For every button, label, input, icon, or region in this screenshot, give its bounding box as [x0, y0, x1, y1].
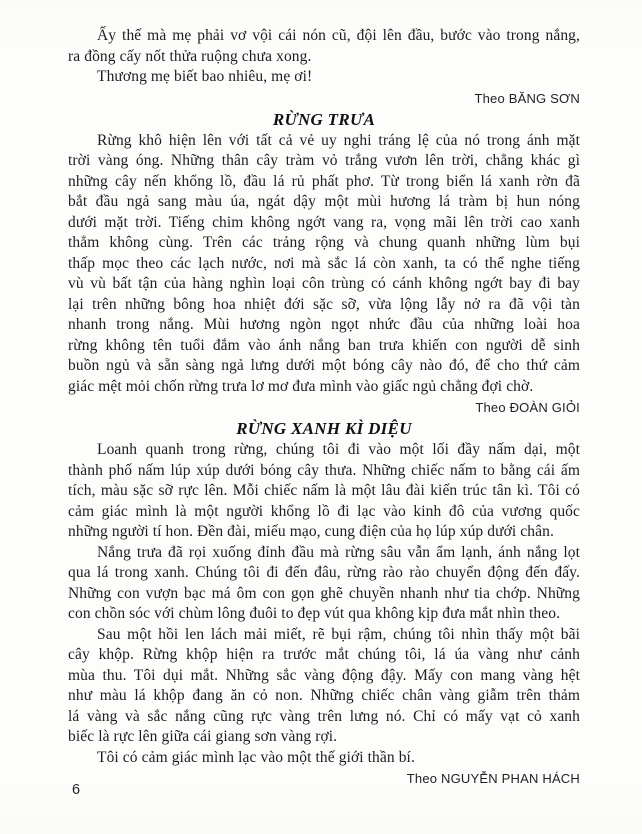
paragraph-line: Sau một hồi len lách mải miết, rẽ bụi rậm, chúng tôi nhìn thấy một bãi	[97, 625, 580, 643]
paragraph-line: Nắng trưa đã rọi xuống đỉnh đầu mà rừng sâu vẫn ẩm lạnh, ánh nắng lọt	[97, 543, 580, 561]
paragraph-line: tích, màu sặc sỡ rực lên. Mỗi chiếc nấm là một lâu đài kiến trúc tân kì. Tôi có	[68, 482, 580, 499]
text-blocks	[68, 26, 580, 789]
paragraph-line: nhanh trong nắng. Mùi hương ngòn ngọt nhức đầu của những loài hoa	[68, 316, 580, 333]
paragraph-line: Rừng khô hiện lên với tất cả vẻ uy nghi tráng lệ của nó trong ánh mặt	[97, 131, 580, 149]
paragraph-line: rừng không tên tuổi đắm vào ánh nắng ban trưa khiến con người dễ sinh	[68, 336, 580, 354]
paragraph-line: biếc là rực lên giữa cái giang sơn vàng rợi.	[68, 728, 338, 745]
paragraph-line: Tôi có cảm giác mình lạc vào một thế giới thần bí.	[97, 748, 415, 766]
author-credit: Theo NGUYỄN PHAN HÁCH	[406, 771, 580, 786]
paragraph-line: cảm giác mình là một người khổng lồ đi lạc vào kinh đô của vương quốc	[68, 502, 580, 520]
paragraph-line: cây khộp. Rừng khộp hiện ra trước mắt chúng tôi, lá úa vàng như cảnh	[68, 646, 580, 663]
paragraph-line: buồn ngủ và sẵn sàng ngả lưng dưới một bóng cây nào đó, để cho thứ cảm	[68, 357, 580, 374]
section-heading: RỪNG XANH KÌ DIỆU	[236, 419, 412, 438]
paragraph-line: Những con vượn bạc má ôm con gọn ghẽ chuyền nhanh như tia chớp. Những	[68, 584, 580, 602]
paragraph-line: Loanh quanh trong rừng, chúng tôi đi vào một lối đầy nấm dại, một	[97, 441, 580, 458]
paragraph-line: vù vù bất tận của hàng nghìn loại côn trùng có cánh không ngớt bay đi bay	[68, 275, 580, 292]
paragraph	[68, 748, 580, 769]
paragraph	[68, 625, 580, 748]
paragraph-line: thẳm không cùng. Trên các trảng rộng và chung quanh những lùm bụi	[68, 234, 580, 251]
paragraph-line: như màu lá khộp đang ăn cỏ non. Những chiếc chân vàng giẫm trên thảm	[68, 687, 580, 704]
author-credit: Theo BĂNG SƠN	[474, 90, 580, 106]
paragraph-line: mùa thu. Tôi dụi mắt. Những sắc vàng động đậy. Mấy con mang vàng hệt	[68, 666, 580, 684]
paragraph	[68, 543, 580, 625]
paragraph-line: lá vàng và sắc nắng cũng rực vàng trên lưng nó. Chỉ có mấy vạt cỏ xanh	[68, 707, 580, 725]
paragraph-line: những người tí hon. Đền đài, miếu mạo, cung điện của họ lúp xúp dưới chân.	[68, 523, 554, 540]
paragraph-line: giác mệt mỏi chốn rừng trưa lơ mơ đưa mình vào giấc ngủ chẳng đợi chờ.	[68, 377, 534, 395]
section-heading: RỪNG TRƯA	[272, 109, 376, 129]
paragraph-line: thấp mọc theo các lạch nước, nơi mà sắc lá còn xanh, ta có thể nghe tiếng	[68, 254, 580, 272]
paragraph-line: Ấy thế mà mẹ phải vơ vội cái nón cũ, đội lên đầu, bước vào trong nắng,	[97, 27, 580, 44]
paragraph-line: Thương mẹ biết bao nhiêu, mẹ ơi!	[97, 68, 313, 85]
paragraph	[68, 440, 580, 543]
paragraph-line: qua lá trong xanh. Chúng tôi đi đến đâu, rừng rào rào chuyển động đến đấy.	[68, 564, 580, 581]
paragraph	[68, 67, 580, 88]
author-credit: Theo ĐOÀN GIỎI	[475, 400, 580, 415]
paragraph-line: thành phố nấm lúp xúp dưới bóng cây thưa. Những chiếc nấm to bằng cái ấm	[68, 461, 580, 479]
paragraph	[68, 131, 580, 398]
paragraph-line: trời vàng óng. Những thân cây tràm vỏ trắng vươn lên trời, chẳng khác gì	[68, 152, 580, 169]
paragraph-line: ra đồng cấy nốt thửa ruộng chưa xong.	[68, 47, 312, 65]
paragraph-line: dưới mặt trời. Tiếng chim không ngớt vang ra, vọng mãi lên trời cao xanh	[68, 213, 580, 231]
paragraph-line: những cây nến khổng lồ, đầu lá rủ phất phơ. Từ trong biển lá xanh rờn đã	[68, 172, 580, 190]
paragraph-line: bắt đầu ngả sang màu úa, ngát dậy một mùi hương lá tràm bị hun nóng	[68, 193, 580, 210]
page-number: 6	[72, 782, 81, 798]
paragraph	[68, 26, 580, 67]
paragraph-line: con chồn sóc với chùm lông đuôi to đẹp vút qua không kịp đưa mắt nhìn theo.	[68, 605, 561, 622]
paragraph-line: lại trên những bông hoa nhiệt đới sặc sỡ, vừa lộng lẫy nở ra đã vội tàn	[68, 295, 580, 313]
